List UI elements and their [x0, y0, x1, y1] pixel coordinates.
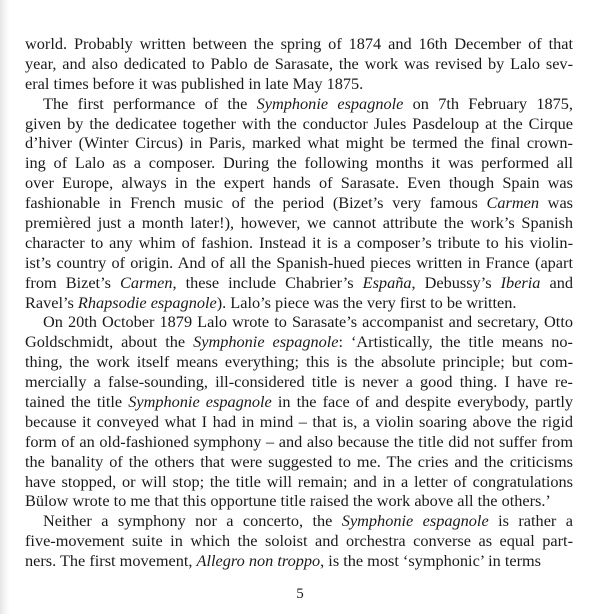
text-run: Goldschmidt, about the — [25, 332, 194, 352]
text-run: thing, the work itself means everything; this is the absolute principle; but com- — [25, 352, 573, 372]
text-line — [25, 193, 573, 213]
text-line — [25, 293, 573, 313]
text-run: given by the dedicatee together with the conductor Jules Pasdeloup at the Cirque — [25, 113, 573, 133]
text-line — [25, 94, 573, 114]
text-line — [25, 213, 573, 233]
text-run: The first performance of the — [43, 93, 257, 113]
text-line — [25, 412, 573, 432]
text-line — [25, 452, 573, 472]
text-line — [25, 253, 573, 273]
paragraph — [25, 94, 573, 313]
text-run: Bülow wrote to me that this opportune title raised the work above all the others.’ — [25, 491, 551, 511]
paragraph — [25, 312, 573, 511]
italic-title: Allegro non troppo — [196, 551, 321, 571]
text-run: Ravel’s — [25, 292, 78, 312]
text-run: d’hiver (Winter Circus) in Paris, marked what might be termed the final crown- — [25, 133, 573, 153]
text-run: and — [540, 272, 574, 292]
text-line — [25, 352, 573, 372]
page-body — [25, 34, 573, 571]
text-run: ners. The first movement, — [25, 551, 197, 571]
italic-title: Carmen — [120, 272, 173, 292]
text-line — [25, 332, 573, 352]
text-run: ). Lalo’s piece was the very first to be written. — [216, 292, 517, 312]
text-run: : ‘Artistically, the title means no- — [338, 332, 573, 352]
text-run: have stopped, or will stop; the title will remain; and in a letter of congratulations — [25, 471, 573, 491]
text-line — [25, 531, 573, 551]
page-number: 5 — [296, 586, 304, 602]
text-run: , Debussy’s — [411, 272, 501, 292]
text-line — [25, 173, 573, 193]
italic-title: España — [362, 272, 412, 292]
text-line — [25, 153, 573, 173]
text-line — [25, 551, 573, 571]
text-run: On 20th October 1879 Lalo wrote to Sarasate’s accompanist and secretary, Otto — [43, 312, 573, 332]
text-line — [25, 491, 573, 511]
italic-title: Rhapsodie espagnole — [77, 292, 217, 312]
text-line — [25, 233, 573, 253]
text-run: from Bizet’s — [25, 272, 121, 292]
text-line — [25, 133, 573, 153]
text-line — [25, 372, 573, 392]
text-run: mercially a false-sounding, ill-considered title is never a good thing. I have re- — [25, 372, 573, 392]
text-run: is rather a — [488, 511, 573, 531]
text-run: on 7th February 1875, — [403, 93, 573, 113]
italic-title: Symphonie espagnole — [193, 332, 339, 352]
text-line — [25, 511, 573, 531]
text-run: Neither a symphony nor a concerto, the — [43, 511, 342, 531]
text-run: over Europe, always in the expert hands of Sarasate. Even though Spain was — [25, 173, 573, 193]
text-run: , is the most ‘symphonic’ in terms — [320, 551, 541, 571]
page-edge-shadow — [0, 0, 10, 614]
text-run: the banality of the others that were suggested to me. The cries and the criticisms — [25, 451, 573, 471]
text-run: fashionable in French music of the period (Bizet’s very famous — [25, 193, 487, 213]
text-run: in the face of and despite everybody, partly — [271, 392, 574, 412]
text-line — [25, 273, 573, 293]
text-line — [25, 472, 573, 492]
italic-title: Iberia — [500, 272, 541, 292]
text-run: ist’s country of origin. And of all the Spanish-hued pieces written in France (apart — [25, 252, 573, 272]
text-run: world. Probably written between the spring of 1874 and 16th December of that — [25, 34, 573, 53]
text-run: eral times before it was published in late May 1875. — [25, 73, 364, 93]
text-run: five-movement suite in which the soloist and orchestra converse as equal part- — [25, 531, 573, 551]
italic-title: Symphonie espagnole — [128, 392, 272, 412]
paragraph — [25, 511, 573, 571]
italic-title: Symphonie espagnole — [341, 511, 489, 531]
italic-title: Symphonie espagnole — [256, 93, 404, 113]
text-line — [25, 392, 573, 412]
text-line — [25, 312, 573, 332]
text-run: because it conveyed what I had in mind – that is, a violin soaring above the rigid — [25, 411, 573, 431]
text-line — [25, 432, 573, 452]
text-run: form of an old-fashioned symphony – and also because the title did not suffer from — [25, 431, 573, 451]
text-line — [25, 74, 573, 94]
text-line — [25, 54, 573, 74]
italic-title: Carmen — [486, 193, 539, 213]
text-run: was — [538, 193, 574, 213]
text-line — [25, 114, 573, 134]
text-run: year, and also dedicated to Pablo de Sarasate, the work was revised by Lalo sev- — [25, 53, 573, 73]
text-run: tained the title — [25, 392, 129, 412]
text-run: character to any whim of fashion. Instead it is a composer’s tribute to his violin- — [25, 232, 573, 252]
text-run: premièred just a month later!), however, we cannot attribute the work’s Spanish — [25, 213, 573, 233]
text-line — [25, 34, 573, 54]
text-run: , these include Chabrier’s — [172, 272, 363, 292]
paragraph — [25, 34, 573, 94]
text-run: ing of Lalo as a composer. During the following months it was performed all — [25, 153, 573, 173]
